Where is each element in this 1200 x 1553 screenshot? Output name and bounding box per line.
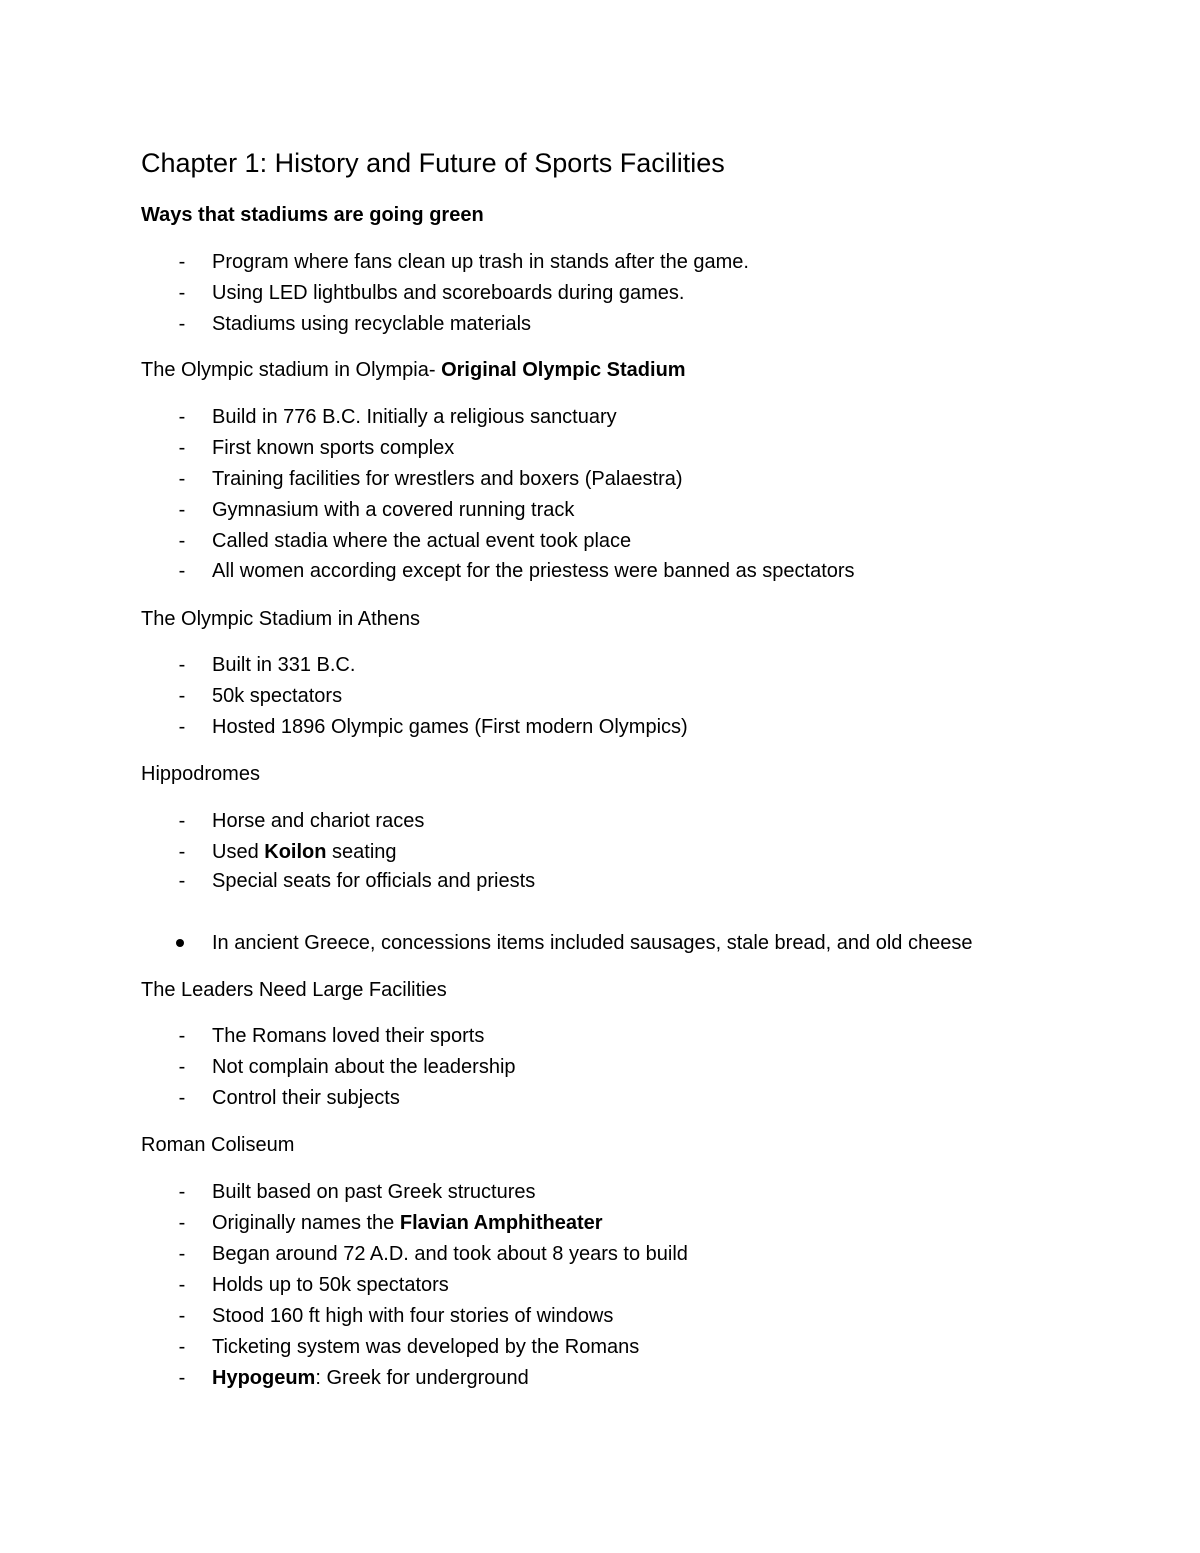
list-item-text: Control their subjects (212, 1087, 400, 1109)
dash-marker: - (178, 282, 186, 304)
text-segment: Originally names the (212, 1212, 400, 1234)
section-heading-hippodromes: Hippodromes (141, 763, 260, 785)
section-heading-athens: The Olympic Stadium in Athens (141, 608, 421, 630)
section-heading-coliseum: Roman Coliseum (141, 1134, 295, 1156)
list-item-text: Using LED lightbulbs and scoreboards during games. (212, 282, 685, 304)
list-item-text: Not complain about the leadership (212, 1056, 516, 1078)
dash-marker: - (178, 841, 186, 863)
dash-marker: - (178, 1212, 186, 1234)
list-item-text: Gymnasium with a covered running track (212, 499, 575, 521)
list-item-text: Program where fans clean up trash in stands after the game. (212, 251, 749, 273)
page-title: Chapter 1: History and Future of Sports Facilities (141, 148, 725, 178)
list-item-text: Began around 72 A.D. and took about 8 years to build (212, 1243, 688, 1265)
dash-marker: - (178, 1056, 186, 1078)
heading-bold-text: Original Olympic Stadium (441, 359, 686, 381)
dash-marker: - (178, 1243, 186, 1265)
dash-marker: - (178, 1336, 186, 1358)
section-heading-leaders: The Leaders Need Large Facilities (141, 979, 447, 1001)
dash-marker: - (178, 716, 186, 738)
list-item-text: 50k spectators (212, 685, 343, 707)
list-item-text: Ticketing system was developed by the Romans (212, 1336, 640, 1358)
text-segment: seating (326, 841, 397, 863)
dash-marker: - (178, 654, 186, 676)
dash-marker: - (178, 437, 186, 459)
list-item-text: Holds up to 50k spectators (212, 1274, 449, 1296)
list-item-text: Called stadia where the actual event took place (212, 530, 632, 552)
list-item-text: Stood 160 ft high with four stories of windows (212, 1305, 614, 1327)
list-item-text: Training facilities for wrestlers and boxers (Palaestra) (212, 468, 683, 490)
list-item-text (212, 838, 397, 866)
list-item-text (212, 1364, 529, 1392)
list-item-text: Hosted 1896 Olympic games (First modern Olympics) (212, 716, 688, 738)
bullet-icon (176, 939, 184, 947)
list-item-text: First known sports complex (212, 437, 455, 459)
dash-marker: - (178, 406, 186, 428)
list-item-text: Built based on past Greek structures (212, 1181, 536, 1203)
dash-marker: - (178, 685, 186, 707)
list-item-text: Stadiums using recyclable materials (212, 313, 532, 335)
dash-marker: - (178, 1087, 186, 1109)
bold-term: Koilon (264, 841, 327, 863)
section-heading-green: Ways that stadiums are going green (141, 204, 484, 226)
text-segment: : Greek for underground (315, 1367, 529, 1389)
list-item-text: Special seats for officials and priests (212, 870, 536, 892)
dash-marker: - (178, 810, 186, 832)
list-item-text: All women according except for the priestess were banned as spectators (212, 560, 855, 582)
dash-marker: - (178, 1274, 186, 1296)
list-item-text: The Romans loved their sports (212, 1025, 485, 1047)
list-item-text: Horse and chariot races (212, 810, 425, 832)
list-item-text (212, 1209, 603, 1237)
section-heading-olympia (141, 356, 686, 384)
bold-term: Flavian Amphitheater (399, 1212, 603, 1234)
bullet-item-text: In ancient Greece, concessions items included sausages, stale bread, and old cheese (212, 932, 973, 954)
dash-marker: - (178, 499, 186, 521)
dash-marker: - (178, 1367, 186, 1389)
dash-marker: - (178, 1025, 186, 1047)
dash-marker: - (178, 251, 186, 273)
bold-term: Hypogeum (212, 1367, 316, 1389)
dash-marker: - (178, 560, 186, 582)
heading-text: The Olympic stadium in Olympia- (141, 359, 442, 381)
dash-marker: - (178, 468, 186, 490)
dash-marker: - (178, 313, 186, 335)
list-item-text: Built in 331 B.C. (212, 654, 356, 676)
list-item-text: Build in 776 B.C. Initially a religious sanctuary (212, 406, 617, 428)
dash-marker: - (178, 1305, 186, 1327)
dash-marker: - (178, 1181, 186, 1203)
dash-marker: - (178, 530, 186, 552)
text-segment: Used (212, 841, 265, 863)
dash-marker: - (178, 870, 186, 892)
